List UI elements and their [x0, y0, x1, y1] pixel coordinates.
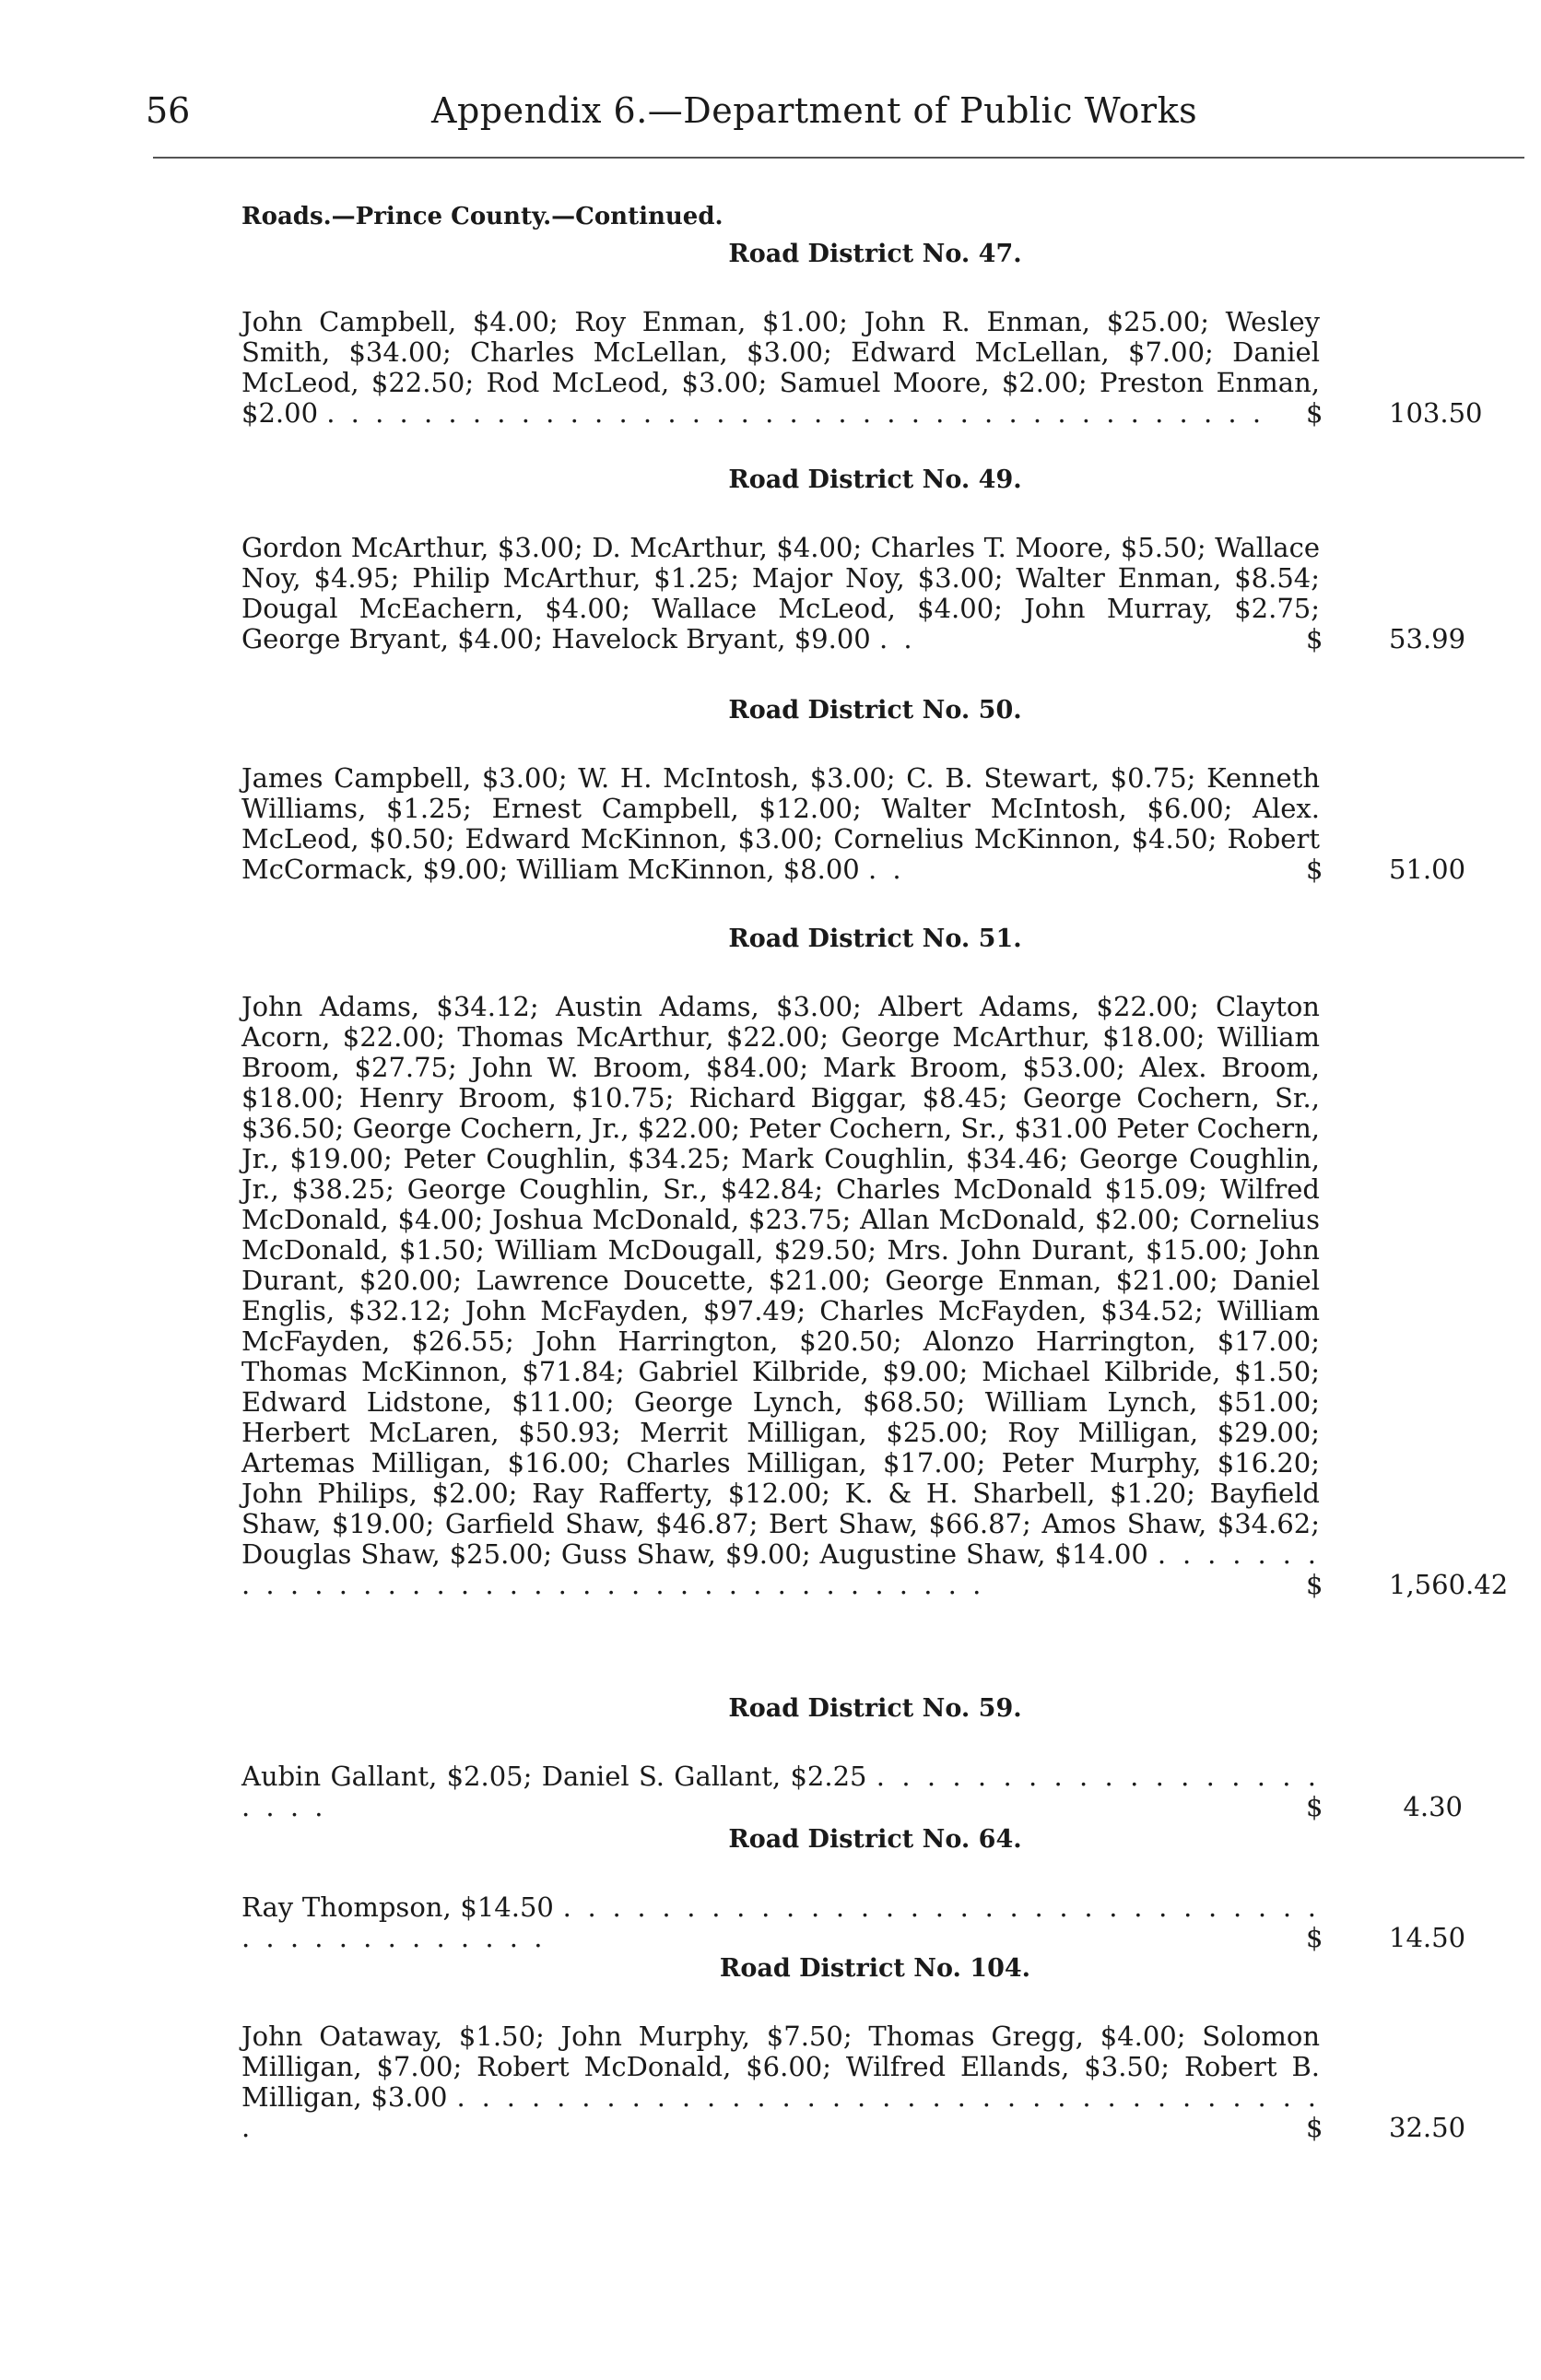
dollar-sign: $	[1306, 397, 1323, 429]
district-title: Road District No. 104.	[719, 1954, 1031, 1983]
district-amount: 32.50	[1389, 2112, 1466, 2143]
district-text: James Campbell, $3.00; W. H. McIntosh, $3.00; C. B. Stewart, $0.75; Kenneth Williams, $1.25; Ernest Campbell, $12.00; Walter McIntosh, $6.00; Alex. McLeod, $0.50; Edward McKinnon, $3.00; Cornelius McKinnon, $4.50; Robert McCormack, $9.00; William McKinnon, $8.00	[241, 762, 1320, 885]
district-title: Road District No. 59.	[728, 1694, 1022, 1723]
road-district-64	[241, 1825, 1466, 1953]
district-amount: 53.99	[1389, 623, 1466, 654]
district-entries	[241, 533, 1320, 654]
road-district-104	[241, 1954, 1466, 2143]
district-total	[1306, 1569, 1509, 1600]
road-district-50	[241, 696, 1466, 885]
district-entries	[241, 307, 1320, 429]
district-text: John Oataway, $1.50; John Murphy, $7.50; Thomas Gregg, $4.00; Solomon Milligan, $7.00; Robert McDonald, $6.00; Wilfred Ellands, $3.50; Robert B. Milligan, $3.00	[241, 2021, 1320, 2113]
running-title: Appendix 6.—Department of Public Works	[431, 90, 1198, 131]
section-heading: Roads.—Prince County.—Continued.	[241, 203, 723, 230]
dot-leader: . . . . . . . . . . . . . . . . . . . . . .	[241, 1761, 1320, 1822]
district-text: Ray Thompson, $14.50	[241, 1891, 554, 1923]
road-district-49	[241, 465, 1466, 654]
district-amount: 1,560.42	[1389, 1569, 1509, 1600]
dollar-sign: $	[1306, 1791, 1323, 1822]
dollar-sign: $	[1306, 623, 1323, 654]
header-rule	[153, 157, 1524, 159]
district-entries	[241, 763, 1320, 885]
dot-leader: . . . . . . . . . . . . . . . . . . . . . . . . . . . . . . . . . . . . . . .	[326, 397, 1265, 429]
district-amount: 103.50	[1389, 397, 1483, 429]
district-text: Aubin Gallant, $2.05; Daniel S. Gallant, $2.25	[241, 1761, 867, 1792]
dot-leader: . . . . . . . . . . . . . . . . . . . . . . . . . . . . . . . . . . . . . . . . . . . .	[241, 1891, 1320, 1953]
district-amount: 4.30	[1403, 1791, 1463, 1822]
district-entries	[241, 992, 1320, 1600]
district-amount: 51.00	[1389, 854, 1466, 885]
district-title: Road District No. 47.	[728, 240, 1022, 268]
district-title: Road District No. 51.	[728, 925, 1022, 953]
road-district-47	[241, 240, 1483, 429]
district-title: Road District No. 64.	[728, 1825, 1022, 1854]
page-number: 56	[146, 90, 191, 131]
district-amount: 14.50	[1389, 1922, 1466, 1953]
page-header	[146, 90, 1528, 146]
district-title: Road District No. 49.	[728, 465, 1022, 494]
district-total	[1306, 397, 1483, 429]
district-text: John Adams, $34.12; Austin Adams, $3.00; Albert Adams, $22.00; Clayton Acorn, $22.00; Thomas McArthur, $22.00; George McArthur, $18.00; William Broom, $27.75; John W. Broom, $84.00; Mark Broom, $53.00; Alex. Broom, $18.00; Henry Broom, $10.75; Richard Biggar, $8.45; George Cochern, Sr., $36.50; George Cochern, Jr., $22.00; Peter Cochern, Sr., $31.00 Peter Cochern, Jr., $19.00; Peter Coughlin, $34.25; Mark Coughlin, $34.46; George Coughlin, Jr., $38.25; George Coughlin, Sr., $42.84; Charles McDonald $15.09; Wilfred McDonald, $4.00; Joshua McDonald, $23.75; Allan McDonald, $2.00; Cornelius McDonald, $1.50; William McDougall, $29.50; Mrs. John Durant, $15.00; John Durant, $20.00; Lawrence Doucette, $21.00; George Enman, $21.00; Daniel Englis, $32.12; John McFayden, $97.49; Charles McFayden, $34.52; William McFayden, $26.55; John Harrington, $20.50; Alonzo Harrington, $17.00; Thomas McKinnon, $71.84; Gabriel Kilbride, $9.00; Michael Kilbride, $1.50; Edward Lidstone, $11.00; George Lynch, $68.50; William Lynch, $51.00; Herbert McLaren, $50.93; Merrit Milligan, $25.00; Roy Milligan, $29.00; Artemas Milligan, $16.00; Charles Milligan, $17.00; Peter Murphy, $16.20; John Philips, $2.00; Ray Rafferty, $12.00; K. & H. Sharbell, $1.20; Bayfield Shaw, $19.00; Garfield Shaw, $46.87; Bert Shaw, $66.87; Amos Shaw, $34.62; Douglas Shaw, $25.00; Guss Shaw, $9.00; Augustine Shaw, $14.00	[241, 991, 1320, 1570]
district-text: Gordon McArthur, $3.00; D. McArthur, $4.00; Charles T. Moore, $5.50; Wallace Noy, $4.95; Philip McArthur, $1.25; Major Noy, $3.00; Walter Enman, $8.54; Dougal McEachern, $4.00; Wallace McLeod, $4.00; John Murray, $2.75; George Bryant, $4.00; Havelock Bryant, $9.00	[241, 532, 1320, 654]
district-total	[1306, 623, 1466, 654]
dollar-sign: $	[1306, 2112, 1323, 2143]
dot-leader: . . . . . . . . . . . . . . . . . . . . . . . . . . . . . . . . . . . . . .	[241, 1538, 1321, 1600]
district-title: Road District No. 50.	[728, 696, 1022, 725]
district-total	[1306, 854, 1466, 885]
district-entries	[241, 1761, 1320, 1822]
dot-leader: . . . . . . . . . . . . . . . . . . . . . . . . . . . . . . . . . . . .	[241, 2081, 1321, 2143]
district-total	[1306, 1792, 1463, 1822]
road-district-59	[241, 1694, 1463, 1822]
dot-leader: . .	[878, 623, 916, 654]
dollar-sign: $	[1306, 1569, 1323, 1600]
dollar-sign: $	[1306, 1922, 1323, 1953]
district-total	[1306, 1922, 1466, 1953]
district-total	[1306, 2112, 1466, 2143]
district-text: John Campbell, $4.00; Roy Enman, $1.00; John R. Enman, $25.00; Wesley Smith, $34.00; Charles McLellan, $3.00; Edward McLellan, $7.00; Daniel McLeod, $22.50; Rod McLeod, $3.00; Samuel Moore, $2.00; Preston Enman, $2.00	[241, 306, 1320, 429]
road-district-51	[241, 925, 1509, 1600]
district-entries	[241, 2021, 1320, 2143]
dollar-sign: $	[1306, 854, 1323, 885]
dot-leader: . .	[867, 854, 905, 885]
district-entries	[241, 1892, 1320, 1953]
